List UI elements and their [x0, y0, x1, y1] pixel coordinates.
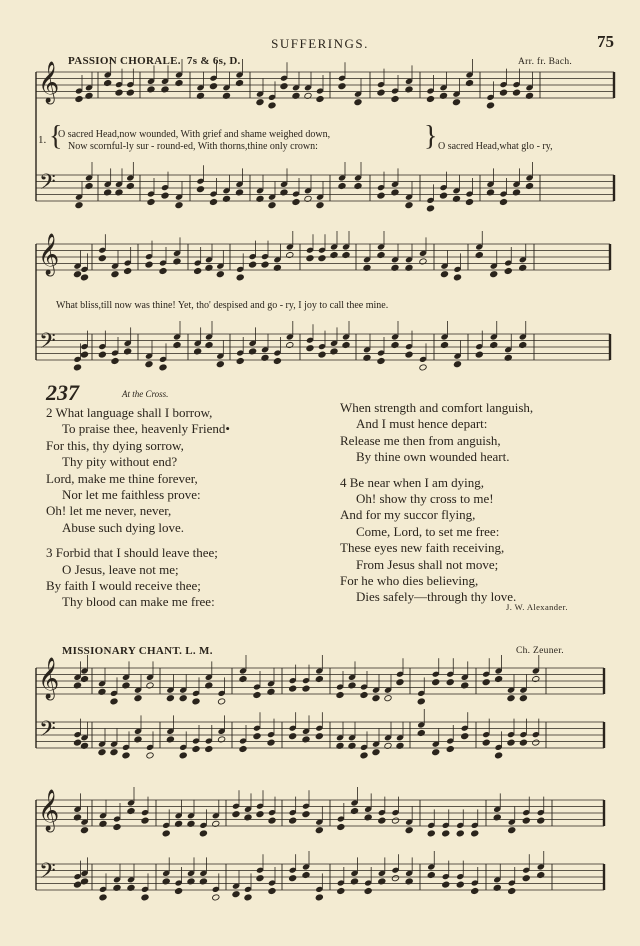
note-head — [205, 341, 213, 348]
note-head — [342, 341, 350, 348]
note-head — [426, 205, 434, 212]
note-head — [315, 675, 323, 682]
note-head — [173, 341, 181, 348]
note-head — [80, 351, 88, 358]
note-head — [537, 871, 545, 878]
lyrics-line-2: What bliss,till now was thine! Yet, tho' despised and go - ry, I joy to call thee mine. — [56, 300, 389, 311]
note-head — [73, 739, 81, 746]
note-head — [391, 817, 399, 824]
note-head — [475, 351, 483, 358]
note-head — [360, 691, 368, 698]
stanza-line: For this, thy dying sorrow, — [46, 437, 184, 453]
note-head — [495, 675, 503, 682]
stanza-line: These eyes new faith receiving, — [340, 540, 505, 556]
note-head — [315, 733, 323, 740]
note-head — [85, 182, 93, 189]
note-head — [504, 267, 512, 274]
note-head — [337, 887, 345, 894]
stanza-line: Oh! let me never, never, — [46, 503, 172, 519]
note-head — [126, 182, 134, 189]
stanza-line: And I must hence depart: — [356, 416, 488, 432]
note-head — [465, 79, 473, 86]
note-head — [405, 827, 413, 834]
tune2-composer: Ch. Zeuner. — [516, 646, 564, 656]
note-head — [80, 827, 88, 834]
hymn-column-1 — [46, 405, 230, 611]
note-head — [175, 79, 183, 86]
stanza-line: Thy blood can make me free: — [62, 594, 215, 610]
note-head — [442, 830, 450, 837]
verse-number: 1. — [38, 134, 47, 146]
note-head — [126, 89, 134, 96]
note-head — [318, 351, 326, 358]
note-head — [372, 749, 380, 756]
note-head — [417, 698, 425, 705]
note-head — [432, 679, 440, 686]
note-head — [175, 887, 183, 894]
page-header: SUFFERINGS. — [271, 36, 369, 51]
note-head — [465, 198, 473, 205]
note-head — [111, 357, 119, 364]
note-head — [316, 202, 324, 209]
stanza-line: To praise thee, heavenly Friend• — [62, 421, 230, 437]
note-head — [440, 341, 448, 348]
note-head — [508, 887, 516, 894]
note-head — [306, 345, 314, 352]
lyric-brace-left: { — [49, 121, 63, 152]
note-head — [236, 274, 244, 281]
note-head — [471, 887, 479, 894]
note-head — [405, 202, 413, 209]
note-head — [532, 739, 540, 746]
note-head — [122, 752, 130, 759]
note-head — [267, 739, 275, 746]
note-head — [318, 255, 326, 262]
note-head — [232, 811, 240, 818]
note-head — [378, 817, 386, 824]
stanza-line: 2 What language shall I borrow, — [46, 405, 213, 420]
note-head — [495, 752, 503, 759]
note-head — [256, 99, 264, 106]
note-head — [179, 695, 187, 702]
note-head — [499, 198, 507, 205]
note-head — [205, 745, 213, 752]
note-head — [537, 817, 545, 824]
note-head — [354, 99, 362, 106]
note-head — [268, 102, 276, 109]
note-head — [522, 875, 530, 882]
note-head — [377, 192, 385, 199]
note-head — [519, 695, 527, 702]
note-head — [218, 698, 226, 705]
note-head — [110, 698, 118, 705]
note-head — [212, 894, 220, 901]
stanza-line: Nor let me faithless prove: — [62, 487, 201, 503]
note-head — [159, 364, 167, 371]
note-head — [396, 679, 404, 686]
note-head — [146, 752, 154, 759]
tune1-title: PASSION CHORALE. — [68, 55, 181, 67]
note-head — [417, 729, 425, 736]
stanza-line — [46, 536, 230, 545]
lyric-brace-right: } — [424, 121, 438, 152]
note-head — [236, 357, 244, 364]
stanza-line: Oh! show thy cross to me! — [356, 491, 494, 507]
note-head — [490, 341, 498, 348]
note-head — [461, 733, 469, 740]
lyrics-line-1a: O sacred Head,now wounded, With grief and shame weighed down, — [58, 129, 331, 140]
note-head — [73, 881, 81, 888]
note-head — [475, 251, 483, 258]
note-head — [209, 198, 217, 205]
note-head — [192, 745, 200, 752]
note-head — [315, 827, 323, 834]
note-head — [377, 251, 385, 258]
note-head — [232, 891, 240, 898]
note-head — [471, 830, 479, 837]
note-head — [134, 695, 142, 702]
note-head — [338, 83, 346, 90]
tune2-name: MISSIONARY CHANT. L. M. — [62, 645, 213, 657]
note-head — [440, 271, 448, 278]
note-head — [456, 830, 464, 837]
note-head — [239, 675, 247, 682]
note-head — [522, 817, 530, 824]
note-head — [273, 357, 281, 364]
stanza-line: When strength and comfort languish, — [340, 400, 534, 415]
note-head — [426, 95, 434, 102]
note-head — [302, 811, 310, 818]
note-head — [507, 739, 515, 746]
note-head — [194, 267, 202, 274]
note-head — [289, 875, 297, 882]
bass-clef: 𝄢 — [39, 170, 56, 200]
note-head — [145, 261, 153, 268]
note-head — [286, 341, 294, 348]
note-head — [405, 351, 413, 358]
note-head — [235, 79, 243, 86]
note-head — [354, 182, 362, 189]
note-head — [110, 749, 118, 756]
note-head — [360, 752, 368, 759]
note-head — [342, 251, 350, 258]
note-head — [111, 271, 119, 278]
note-head — [73, 364, 81, 371]
note-head — [104, 79, 112, 86]
tune1-arranger: Arr. fr. Bach. — [518, 57, 573, 67]
stanza-line: By faith I would receive thee; — [46, 578, 201, 594]
note-head — [166, 695, 174, 702]
note-head — [350, 807, 358, 814]
note-head — [427, 871, 435, 878]
note-head — [256, 811, 264, 818]
note-head — [145, 361, 153, 368]
note-head — [490, 271, 498, 278]
note-head — [289, 817, 297, 824]
note-head — [268, 202, 276, 209]
note-head — [532, 675, 540, 682]
treble-clef: 𝄞 — [38, 658, 60, 699]
note-head — [289, 685, 297, 692]
note-head — [302, 871, 310, 878]
note-head — [99, 894, 107, 901]
note-head — [199, 830, 207, 837]
note-head — [337, 823, 345, 830]
treble-clef: 𝄞 — [38, 790, 60, 831]
note-head — [315, 894, 323, 901]
note-head — [192, 698, 200, 705]
note-head — [80, 274, 88, 281]
note-head — [456, 881, 464, 888]
note-head — [439, 192, 447, 199]
note-head — [364, 887, 372, 894]
stanza-line: Release me then from anguish, — [340, 432, 501, 448]
note-head — [261, 261, 269, 268]
treble-clef: 𝄞 — [38, 234, 60, 275]
stanza-line: For he who dies believing, — [340, 573, 479, 589]
stanza-line: From Jesus shall not move; — [356, 556, 499, 572]
bass-clef: 𝄢 — [39, 329, 56, 359]
treble-clef: 𝄞 — [38, 62, 60, 103]
note-head — [446, 679, 454, 686]
note-head — [75, 95, 83, 102]
note-head — [338, 182, 346, 189]
note-head — [249, 261, 257, 268]
note-head — [453, 274, 461, 281]
note-head — [289, 733, 297, 740]
note-head — [419, 364, 427, 371]
note-head — [372, 695, 380, 702]
note-head — [486, 102, 494, 109]
note-head — [127, 807, 135, 814]
page-number: 75 — [597, 32, 614, 51]
note-head — [141, 894, 149, 901]
note-head — [209, 83, 217, 90]
note-head — [253, 691, 261, 698]
note-head — [115, 89, 123, 96]
stanza-line: And for my succor flying, — [340, 507, 476, 523]
stanza-line: Abuse such dying love. — [62, 519, 185, 535]
bass-clef: 𝄢 — [39, 717, 56, 747]
note-head — [306, 255, 314, 262]
stanza-line: Thy pity without end? — [62, 454, 178, 470]
note-head — [98, 351, 106, 358]
note-head — [316, 95, 324, 102]
stanza-line: Dies safely—through thy love. — [356, 589, 517, 605]
note-head — [162, 830, 170, 837]
stanza-line: Come, Lord, to set me free: — [356, 523, 500, 539]
note-head — [519, 739, 527, 746]
note-head — [216, 361, 224, 368]
note-head — [377, 89, 385, 96]
note-head — [384, 695, 392, 702]
note-head — [161, 192, 169, 199]
note-head — [256, 875, 264, 882]
hymn-column-2 — [340, 400, 533, 606]
note-head — [482, 679, 490, 686]
note-head — [452, 99, 460, 106]
hymn-occasion: At the Cross. — [122, 389, 169, 399]
note-head — [268, 887, 276, 894]
note-head — [453, 361, 461, 368]
note-head — [80, 675, 88, 682]
note-head — [377, 357, 385, 364]
note-head — [525, 182, 533, 189]
note-head — [507, 695, 515, 702]
note-head — [336, 691, 344, 698]
note-head — [286, 251, 294, 258]
stanza-line — [340, 466, 533, 475]
note-head — [442, 881, 450, 888]
note-head — [73, 271, 81, 278]
note-head — [147, 198, 155, 205]
stanza-line: 4 Be near when I am dying, — [340, 474, 485, 490]
note-head — [499, 89, 507, 96]
hymn-number: 237 — [46, 380, 79, 405]
note-head — [391, 95, 399, 102]
stanza-line: O Jesus, leave not me; — [62, 561, 179, 577]
note-head — [280, 83, 288, 90]
note-head — [159, 267, 167, 274]
note-head — [113, 823, 121, 830]
bass-clef: 𝄢 — [39, 859, 56, 889]
note-head — [98, 749, 106, 756]
note-head — [75, 202, 83, 209]
note-head — [302, 685, 310, 692]
note-head — [482, 739, 490, 746]
note-head — [446, 745, 454, 752]
tune1-meter: 7s & 6s, D. — [186, 55, 241, 67]
note-head — [253, 733, 261, 740]
note-head — [196, 186, 204, 193]
note-head — [432, 749, 440, 756]
note-head — [391, 341, 399, 348]
note-head — [239, 745, 247, 752]
note-head — [512, 89, 520, 96]
note-head — [244, 894, 252, 901]
note-head — [141, 817, 149, 824]
note-head — [508, 827, 516, 834]
note-head — [124, 267, 132, 274]
lyrics-line-1b: Now scornful-ly sur - round-ed, With thorns,thine only crown: — [68, 141, 318, 152]
stanza-line: 3 Forbid that I should leave thee; — [46, 545, 218, 561]
note-head — [519, 341, 527, 348]
lyrics-line-1c: O sacred Head,what glo - ry, — [438, 141, 553, 152]
note-head — [268, 817, 276, 824]
note-head — [175, 202, 183, 209]
note-head — [330, 251, 338, 258]
note-head — [427, 830, 435, 837]
note-head — [98, 255, 106, 262]
note-head — [216, 271, 224, 278]
note-head — [391, 875, 399, 882]
note-head — [292, 198, 300, 205]
hymn-author: J. W. Alexander. — [506, 602, 568, 612]
stanza-line: Lord, make me thine forever, — [46, 470, 198, 486]
stanza-line: By thine own wounded heart. — [356, 449, 510, 465]
note-head — [179, 752, 187, 759]
